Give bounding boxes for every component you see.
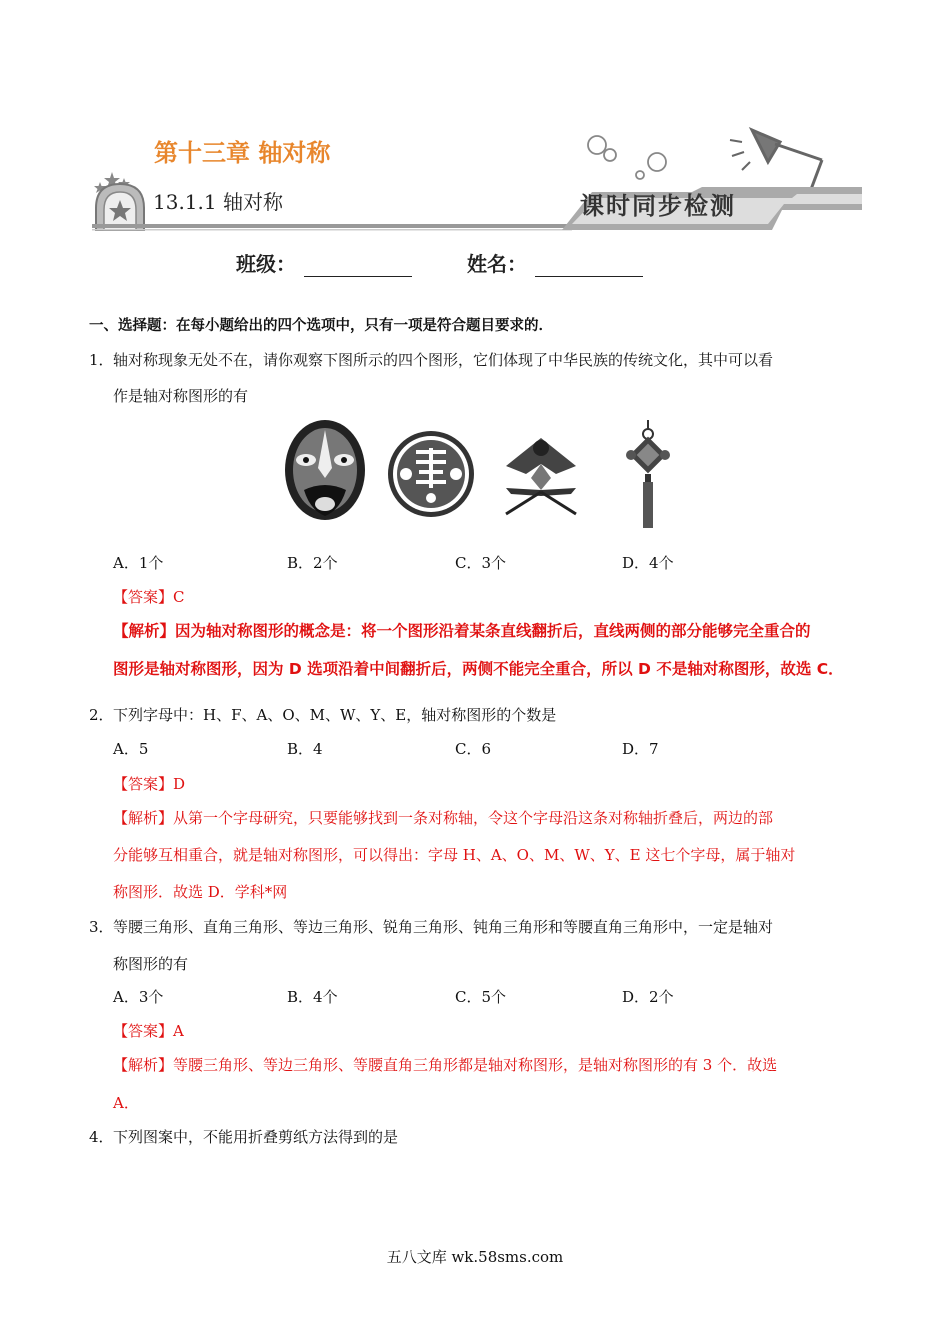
q3-answer: 【答案】A [113, 1022, 184, 1040]
section-heading: 一、选择题：在每小题给出的四个选项中，只有一项是符合题目要求的． [89, 318, 553, 334]
header-banner [92, 112, 862, 237]
q3-number: 3． [89, 918, 114, 936]
q1-text-line1: 轴对称现象无处不在，请你观察下图所示的四个图形，它们体现了中华民族的传统文化，其中可以看 [113, 351, 774, 369]
q2-option-b: B．4 [287, 740, 323, 758]
q2-option-a: A．5 [113, 740, 149, 758]
q2-option-c: C．6 [455, 740, 492, 758]
class-field [236, 248, 412, 277]
q3-option-a: A．3个 [113, 988, 164, 1006]
q1-option-d: D．4个 [622, 554, 674, 572]
medal-icon [96, 184, 144, 230]
q1-option-b: B．2个 [287, 554, 338, 572]
q3-text-line1: 等腰三角形、直角三角形、等边三角形、锐角三角形、钝角三角形和等腰直角三角形中，一定是轴对 [113, 918, 774, 936]
q1-analysis-line2: 图形是轴对称图形，因为 D 选项沿着中间翻折后，两侧不能完全重合，所以 D 不是轴对称图形，故选 C． [113, 660, 844, 678]
q1-option-a: A．1个 [113, 554, 164, 572]
papercut-figure [386, 418, 476, 530]
q4-text-line1: 下列图案中，不能用折叠剪纸方法得到的是 [113, 1128, 399, 1146]
q2-analysis-line2: 分能够互相重合，就是轴对称图形，可以得出：字母 H、A、O、M、W、Y、E 这七个字母，属于轴对 [113, 846, 796, 864]
q2-option-d: D．7 [622, 740, 659, 758]
q3-analysis-line2: A． [113, 1094, 139, 1112]
chapter-title: 第十三章 轴对称 [154, 139, 331, 167]
name-blank [535, 258, 643, 277]
q2-analysis-line1: 【解析】从第一个字母研究，只要能够找到一条对称轴，令这个字母沿这条对称轴折叠后，两边的部 [113, 809, 774, 827]
q2-analysis-line3: 称图形．故选 D．学科*网 [113, 883, 288, 901]
kite-figure [496, 418, 586, 530]
name-label: 姓名： [467, 252, 527, 276]
q2-text-line1: 下列字母中：H、F、A、O、M、W、Y、E，轴对称图形的个数是 [113, 706, 557, 724]
section-title: 13.1.1 轴对称 [153, 190, 283, 214]
class-label: 班级： [236, 252, 296, 276]
q3-option-d: D．2个 [622, 988, 674, 1006]
bubble-icons [588, 136, 666, 179]
q2-number: 2． [89, 706, 114, 724]
q4-number: 4． [89, 1128, 114, 1146]
q1-text-line2: 作是轴对称图形的有 [113, 387, 249, 405]
q1-option-c: C．3个 [455, 554, 507, 572]
q1-analysis-line1: 【解析】因为轴对称图形的概念是：将一个图形沿着某条直线翻折后，直线两侧的部分能够完全重合的 [113, 622, 811, 640]
opera-mask-figure [280, 418, 370, 530]
q3-analysis-line1: 【解析】等腰三角形、等边三角形、等腰直角三角形都是轴对称图形，是轴对称图形的有 3 个．故选 [113, 1056, 778, 1074]
q3-option-b: B．4个 [287, 988, 338, 1006]
q1-number: 1． [89, 351, 114, 369]
banner-tag: 课时同步检测 [580, 191, 736, 220]
class-blank [304, 258, 412, 277]
chinese-knot-figure [603, 418, 693, 530]
q1-answer: 【答案】C [113, 588, 185, 606]
name-field [467, 248, 643, 277]
q2-answer: 【答案】D [113, 775, 186, 793]
footer-watermark: 五八文库 wk.58sms.com [386, 1248, 564, 1266]
q3-option-c: C．5个 [455, 988, 507, 1006]
q3-text-line2: 称图形的有 [113, 955, 189, 973]
